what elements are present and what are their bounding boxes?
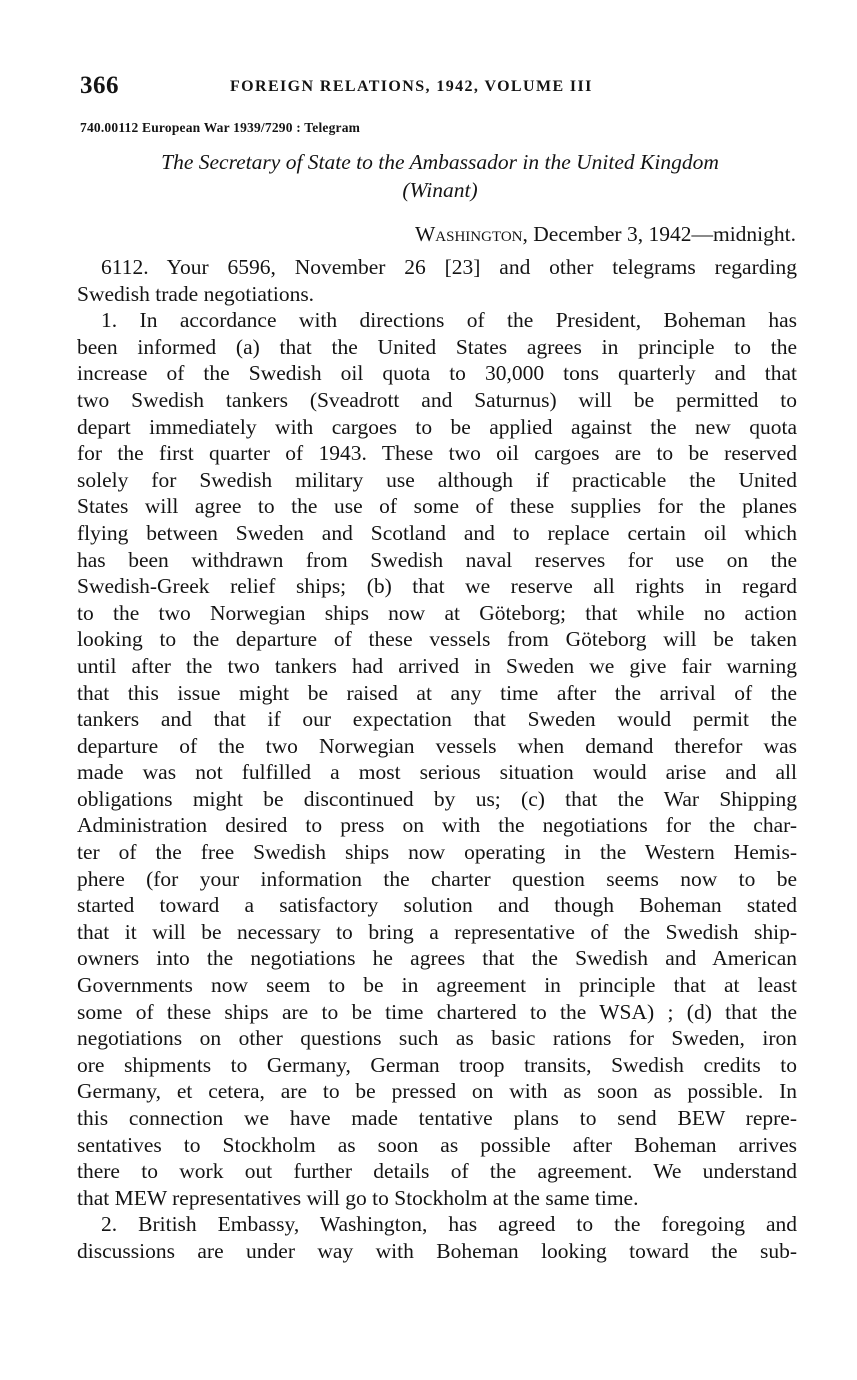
text-line: Swedish-Greek relief ships; (b) that we reserve all rights in regard (77, 574, 797, 599)
text-line: to the two Norwegian ships now at Göteborg; that while no action (77, 600, 797, 625)
dateline-date: December 3, 1942—midnight. (527, 222, 796, 246)
text-line: some of these ships are to be time chartered to the WSA) ; (d) that the (77, 999, 797, 1024)
text-line: flying between Sweden and Scotland and to replace certain oil which (77, 520, 797, 545)
text-line: that this issue might be raised at any time after the arrival of the (77, 680, 797, 705)
text-line: solely for Swedish military use although if practicable the United (77, 467, 797, 492)
text-line: started toward a satisfactory solution and though Boheman stated (77, 893, 797, 918)
text-line: been informed (a) that the United States agrees in principle to the (77, 334, 797, 359)
text-line: looking to the departure of these vessels from Göteborg will be taken (77, 627, 797, 652)
paragraph-1 (77, 307, 797, 1211)
text-line: tankers and that if our expectation that Sweden would permit the (77, 707, 797, 732)
telegram-body (77, 254, 797, 1265)
text-line: 1. In accordance with directions of the President, Boheman has (101, 308, 797, 333)
text-line: discussions are under way with Boheman looking toward the sub- (77, 1238, 797, 1263)
document-title (80, 148, 800, 204)
text-line: Germany, et cetera, are to be pressed on with as soon as possible. In (77, 1079, 797, 1104)
text-line: there to work out further details of the agreement. We understand (77, 1159, 797, 1184)
page-header (80, 72, 800, 108)
paragraph-intro (77, 254, 797, 307)
text-line: that it will be necessary to bring a representative of the Swedish ship- (77, 919, 797, 944)
text-line: ore shipments to Germany, German troop transits, Swedish credits to (77, 1052, 797, 1077)
text-line: Swedish trade negotiations. (77, 281, 315, 306)
dateline (80, 222, 796, 247)
file-reference: 740.00112 European War 1939/7290 : Telegram (80, 120, 361, 135)
title-line-2: (Winant) (402, 178, 478, 202)
paragraph-2 (77, 1211, 797, 1264)
text-line: that MEW representatives will go to Stockholm at the same time. (77, 1185, 639, 1210)
text-line: owners into the negotiations he agrees that the Swedish and American (77, 946, 797, 971)
text-line: made was not fulfilled a most serious situation would arise and all (77, 760, 797, 785)
text-line: departure of the two Norwegian vessels when demand therefor was (77, 733, 797, 758)
title-line-1: The Secretary of State to the Ambassador in the United Kingdom (161, 150, 719, 174)
text-line: Administration desired to press on with the negotiations for the char- (77, 813, 797, 838)
text-line: has been withdrawn from Swedish naval reserves for use on the (77, 547, 797, 572)
text-line: 6112. Your 6596, November 26 [23] and other telegrams regarding (101, 255, 797, 279)
running-head: FOREIGN RELATIONS, 1942, VOLUME III (230, 78, 593, 95)
page-number: 366 (80, 72, 119, 99)
text-line: this connection we have made tentative plans to send BEW repre- (77, 1106, 797, 1130)
text-line: sentatives to Stockholm as soon as possible after Boheman arrives (77, 1132, 797, 1157)
text-line: ter of the free Swedish ships now operating in the Western Hemis- (77, 840, 797, 865)
text-line: 2. British Embassy, Washington, has agreed to the foregoing and (101, 1212, 797, 1237)
text-line: increase of the Swedish oil quota to 30,000 tons quarterly and that (77, 361, 797, 386)
text-line: obligations might be discontinued by us; (c) that the War Shipping (77, 786, 797, 811)
text-line: negotiations on other questions such as basic rations for Sweden, iron (77, 1026, 797, 1051)
text-line: States will agree to the use of some of these supplies for the planes (77, 494, 797, 519)
text-line: until after the two tankers had arrived in Sweden we give fair warning (77, 653, 797, 678)
text-line: phere (for your information the charter question seems now to be (77, 866, 797, 891)
text-line: for the first quarter of 1943. These two oil cargoes are to be reserved (77, 441, 797, 466)
text-line: Governments now seem to be in agreement in principle that at least (77, 973, 797, 998)
text-line: depart immediately with cargoes to be applied against the new quota (77, 414, 797, 439)
dateline-place: Washington, (414, 222, 528, 246)
text-line: two Swedish tankers (Sveadrott and Saturnus) will be permitted to (77, 387, 797, 412)
